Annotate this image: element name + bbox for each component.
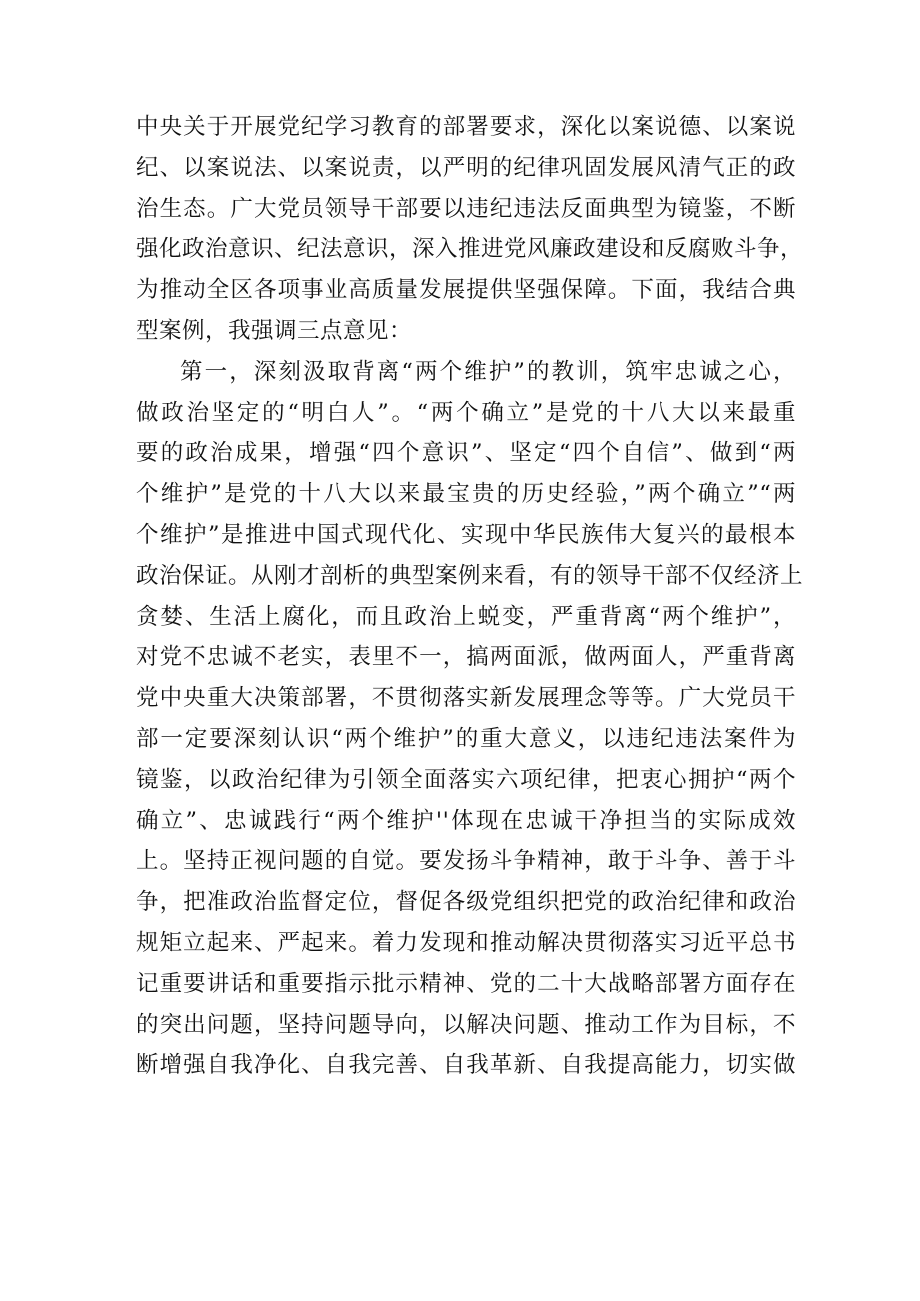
text-line: 第一，深刻汲取背离“两个维护”的教训，筑牢忠诚之心， xyxy=(180,358,796,385)
text-line: 上。坚持正视问题的自觉。要发扬斗争精神，敢于斗争、善于斗 xyxy=(136,848,796,875)
text-line: 纪、以案说法、以案说责，以严明的纪律巩固发展风清气正的政 xyxy=(136,154,796,181)
text-line: 对党不忠诚不老实，表里不一，搞两面派，做两面人，严重背离 xyxy=(136,644,796,671)
text-line: 部一定要深刻认识“两个维护”的重大意义，以违纪违法案件为 xyxy=(136,725,796,752)
text-line: 要的政治成果，增强“四个意识”、坚定“四个自信”、做到“两 xyxy=(136,440,796,467)
text-line: 断增强自我净化、自我完善、自我革新、自我提高能力，切实做 xyxy=(136,1052,796,1079)
text-line: 争，把准政治监督定位，督促各级党组织把党的政治纪律和政治 xyxy=(136,889,796,916)
text-line: 党中央重大决策部署，不贯彻落实新发展理念等等。广大党员干 xyxy=(136,685,796,712)
text-line: 为推动全区各项事业高质量发展提供坚强保障。下面，我结合典 xyxy=(136,277,796,304)
text-line: 个维护”是推进中国式现代化、实现中华民族伟大复兴的最根本 xyxy=(136,521,796,548)
text-line: 个维护”是党的十八大以来最宝贵的历史经验，”两个确立”“两 xyxy=(136,481,796,508)
text-line: 规矩立起来、严起来。着力发现和推动解决贯彻落实习近平总书 xyxy=(136,929,796,956)
text-line: 记重要讲话和重要指示批示精神、党的二十大战略部署方面存在 xyxy=(136,970,796,997)
text-line: 型案例，我强调三点意见： xyxy=(136,317,413,344)
text-line: 治生态。广大党员领导干部要以违纪违法反面典型为镜鉴，不断 xyxy=(136,195,796,222)
text-line: 确立”、忠诚践行“两个维护''体现在忠诚干净担当的实际成效 xyxy=(136,807,796,834)
body-text xyxy=(136,107,804,1086)
text-line: 中央关于开展党纪学习教育的部署要求，深化以案说德、以案说 xyxy=(136,114,796,140)
text-line: 做政治坚定的“明白人”。“两个确立”是党的十八大以来最重 xyxy=(136,399,796,426)
text-line: 强化政治意识、纪法意识，深入推进党风廉政建设和反腐败斗争， xyxy=(136,236,804,263)
text-line: 的突出问题，坚持问题导向，以解决问题、推动工作为目标，不 xyxy=(136,1011,796,1038)
text-line: 政治保证。从刚才剖析的典型案例来看，有的领导干部不仅经济上 xyxy=(136,562,804,589)
text-line: 镜鉴，以政治纪律为引领全面落实六项纪律，把衷心拥护“两个 xyxy=(136,766,796,793)
text-line: 贪婪、生活上腐化，而且政治上蜕变，严重背离“两个维护”， xyxy=(136,603,796,630)
